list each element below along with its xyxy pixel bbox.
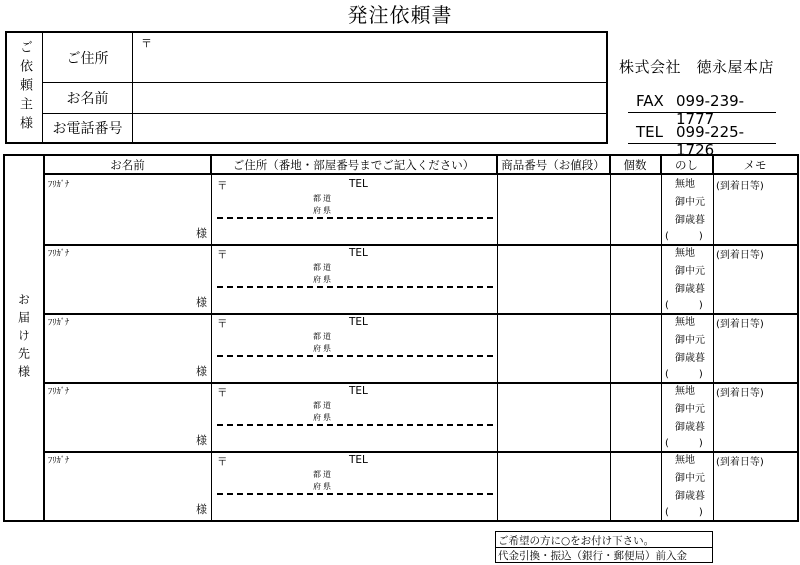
product-cell[interactable] [497, 382, 610, 451]
noshi-option-other[interactable]: ( ) [665, 231, 703, 242]
tel-number: 099-225-1726 [676, 123, 745, 159]
sama-label: 様 [196, 503, 207, 516]
noshi-option[interactable]: 御中元 [675, 266, 705, 277]
fax-line [628, 92, 776, 128]
payment-note-box [495, 531, 713, 563]
tel-label: TEL [349, 454, 368, 466]
fuken-label: 府県 [313, 482, 333, 491]
header-name: お名前 [45, 156, 211, 175]
memo-cell[interactable] [713, 382, 797, 451]
todo-label: 都道 [313, 263, 333, 272]
memo-hint: (到着日等) [716, 388, 764, 399]
todo-label: 都道 [313, 194, 333, 203]
noshi-option-other[interactable]: ( ) [665, 369, 703, 380]
memo-cell[interactable] [713, 175, 797, 244]
noshi-option[interactable]: 御歳暮 [675, 353, 705, 364]
requester-name-field[interactable] [133, 83, 606, 114]
furigana-label: ﾌﾘｶﾞﾅ [48, 456, 70, 466]
postal-mark: 〒 [217, 180, 228, 192]
noshi-option[interactable]: 御歳暮 [675, 422, 705, 433]
requester-phone-field[interactable] [133, 114, 606, 142]
noshi-cell[interactable] [661, 313, 713, 382]
tel-label: TEL [349, 316, 368, 328]
furigana-label: ﾌﾘｶﾞﾅ [48, 387, 70, 397]
noshi-option[interactable]: 無地 [675, 179, 695, 190]
memo-hint: (到着日等) [716, 319, 764, 330]
noshi-cell[interactable] [661, 382, 713, 451]
noshi-option[interactable]: 御中元 [675, 404, 705, 415]
qty-cell[interactable] [610, 313, 661, 382]
todo-label: 都道 [313, 332, 333, 341]
noshi-option[interactable]: 御中元 [675, 335, 705, 346]
tel-label: TEL [349, 247, 368, 259]
postal-mark: 〒 [141, 37, 152, 50]
memo-hint: (到着日等) [716, 250, 764, 261]
delivery-name-cell[interactable] [45, 244, 211, 313]
requester-address-field[interactable] [133, 33, 606, 83]
qty-cell[interactable] [610, 451, 661, 520]
delivery-address-cell[interactable] [211, 175, 497, 244]
tel-label: TEL [349, 385, 368, 397]
product-cell[interactable] [497, 313, 610, 382]
memo-cell[interactable] [713, 313, 797, 382]
delivery-address-cell[interactable] [211, 382, 497, 451]
fuken-label: 府県 [313, 275, 333, 284]
header-address: ご住所（番地・部屋番号までご記入ください） [211, 156, 497, 175]
header-product: 商品番号（お値段） [497, 156, 610, 175]
noshi-cell[interactable] [661, 175, 713, 244]
product-cell[interactable] [497, 175, 610, 244]
noshi-option[interactable]: 御歳暮 [675, 491, 705, 502]
delivery-name-cell[interactable] [45, 175, 211, 244]
delivery-name-cell[interactable] [45, 382, 211, 451]
header-memo: メモ [713, 156, 797, 175]
qty-cell[interactable] [610, 175, 661, 244]
tel-label: TEL [349, 178, 368, 190]
header-qty: 個数 [610, 156, 661, 175]
fuken-label: 府県 [313, 206, 333, 215]
noshi-option-other[interactable]: ( ) [665, 300, 703, 311]
memo-cell[interactable] [713, 451, 797, 520]
memo-hint: (到着日等) [716, 457, 764, 468]
requester-side-label: ご依頼主様 [7, 33, 43, 142]
furigana-label: ﾌﾘｶﾞﾅ [48, 249, 70, 259]
payment-options[interactable]: 代金引換・振込（銀行・郵便局）前入金 [498, 550, 687, 562]
payment-note-line1: ご希望の方に○をお付け下さい。 [498, 535, 655, 547]
noshi-option-other[interactable]: ( ) [665, 438, 703, 449]
noshi-cell[interactable] [661, 451, 713, 520]
noshi-cell[interactable] [661, 244, 713, 313]
phone-label: お電話番号 [43, 114, 133, 142]
address-dashed-line [217, 424, 493, 426]
delivery-address-cell[interactable] [211, 244, 497, 313]
address-label: ご住所 [43, 33, 133, 83]
noshi-option[interactable]: 御歳暮 [675, 284, 705, 295]
fuken-label: 府県 [313, 413, 333, 422]
noshi-option[interactable]: 無地 [675, 386, 695, 397]
sama-label: 様 [196, 227, 207, 240]
requester-section [5, 31, 608, 144]
document-title: 発注依頼書 [347, 3, 453, 27]
furigana-label: ﾌﾘｶﾞﾅ [48, 180, 70, 190]
address-dashed-line [217, 355, 493, 357]
sama-label: 様 [196, 434, 207, 447]
todo-label: 都道 [313, 470, 333, 479]
sama-label: 様 [196, 365, 207, 378]
product-cell[interactable] [497, 451, 610, 520]
fuken-label: 府県 [313, 344, 333, 353]
tel-line [628, 123, 776, 159]
sama-label: 様 [196, 296, 207, 309]
postal-mark: 〒 [217, 456, 228, 468]
memo-hint: (到着日等) [716, 181, 764, 192]
fax-label: FAX [636, 92, 664, 110]
noshi-option[interactable]: 御中元 [675, 473, 705, 484]
address-dashed-line [217, 286, 493, 288]
address-dashed-line [217, 217, 493, 219]
noshi-option[interactable]: 無地 [675, 248, 695, 259]
noshi-option[interactable]: 無地 [675, 455, 695, 466]
delivery-address-cell[interactable] [211, 451, 497, 520]
memo-cell[interactable] [713, 244, 797, 313]
noshi-option[interactable]: 御歳暮 [675, 215, 705, 226]
postal-mark: 〒 [217, 249, 228, 261]
postal-mark: 〒 [217, 318, 228, 330]
noshi-option[interactable]: 御中元 [675, 197, 705, 208]
fax-number: 099-239-1777 [676, 92, 745, 128]
delivery-table [3, 154, 799, 522]
noshi-option[interactable]: 無地 [675, 317, 695, 328]
qty-cell[interactable] [610, 382, 661, 451]
delivery-name-cell[interactable] [45, 313, 211, 382]
header-noshi: のし [661, 156, 713, 175]
postal-mark: 〒 [217, 387, 228, 399]
furigana-label: ﾌﾘｶﾞﾅ [48, 318, 70, 328]
company-name: 株式会社 徳永屋本店 [619, 58, 775, 76]
product-cell[interactable] [497, 244, 610, 313]
todo-label: 都道 [313, 401, 333, 410]
tel-label: TEL [636, 123, 663, 141]
delivery-name-cell[interactable] [45, 451, 211, 520]
noshi-option-other[interactable]: ( ) [665, 507, 703, 518]
delivery-side-label: お届け先様 [5, 156, 45, 520]
address-dashed-line [217, 493, 493, 495]
name-label: お名前 [43, 83, 133, 114]
qty-cell[interactable] [610, 244, 661, 313]
delivery-address-cell[interactable] [211, 313, 497, 382]
